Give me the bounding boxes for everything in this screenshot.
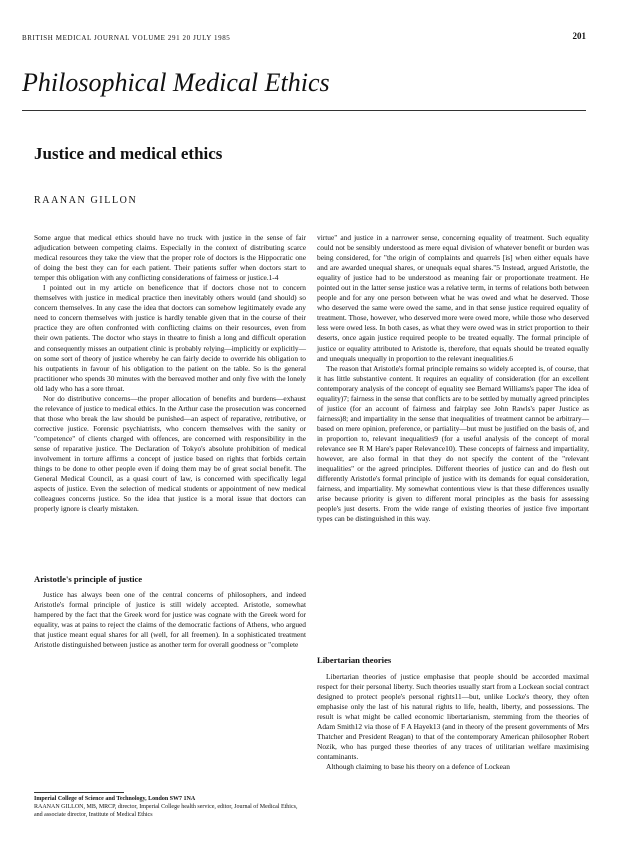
paragraph: virtue" and justice in a narrower sense, concerning equality of treatment. Such equality could not be sensibly understood as mere equal division of whatever benefit or burden was being considered, for "the origin of complaints and quarrels [is] when either equals have and are awarded unequal shares, or unequals equal shares."5 Instead, argued Aristotle, the equality of justice had to be understood as meaning fair or proportionate treatment. He pointed out in the latter sense justice was a relative term, in terms of relations both between people and for any one person between what he was owed and what he deserved. Those who deserved the same were owed the same, and in that sense justice required equality of treatment. Those, however, who deserved more were owed more, while those who deserved less were owed less. In both cases, as what they were owed was in strict proportion to their deserts, once again justice required people to be treated equally. The formal principle of justice or equality attributed to Aristotle is, therefore, that equals should be treated equally and unequals unequally in proportion to the relevant inequalities.6 [317,233,589,363]
page-number: 201 [572,31,586,41]
left-column-continued [34,590,306,650]
footnote-rule [34,792,124,793]
paragraph: Justice has always been one of the central concerns of philosophers, and indeed Aristotle's formal principle of justice is still widely accepted. Aristotle, somewhat hampered by the fact that the Greek word for justice was cognate with the Greek word for equality, was at pains to reject the claims of the democratic factions of Athens, who argued that justice meant equal shares for all (well, for all freemen). In a sophisticated treatment Aristotle distinguished between justice as another term for overall goodness or "complete [34,590,306,650]
subheading-libertarian: Libertarian theories [317,655,392,665]
section-title: Philosophical Medical Ethics [22,68,330,97]
paragraph: Nor do distributive concerns—the proper allocation of benefits and burdens—exhaust the relevance of justice to medical ethics. In the Arthur case the prosecution was concerned that those who break the law should be punished—an aspect of reparative, retributive, or corrective justice. Forensic psychiatrists, who concern themselves with the sanity or "competence" of clients charged with offences, are concerned with responsibility in the sense of reparative justice. The Declaration of Tokyo's absolute prohibition of medical involvement in torture affirms a concept of justice based on rights that forbids certain things to be done to other people even if doing them may be of great social benefit. The General Medical Council, as a quasi court of law, is concerned with specifically legal aspects of justice. Even the selection of medical students or appointment of new medical colleagues concerns justice. So the idea that justice is a moral issue that doctors can properly ignore is clearly mistaken. [34,393,306,514]
paragraph: Some argue that medical ethics should have no truck with justice in the sense of fair adjudication between competing claims. Especially in the context of distributing scarce medical resources they take the view that the proper role of doctors is the Hippocratic one of doing the best they can for each patient. Their patients suffer when doctors start to temper this obligation with any conflicting considerations of fairness or justice.1-4 [34,233,306,283]
section-rule [22,110,586,111]
footnote [34,795,306,819]
footnote-institution: Imperial College of Science and Technology, London SW7 1NA [34,796,196,802]
paragraph: Although claiming to base his theory on a defence of Lockean [326,762,510,772]
left-column [34,233,306,514]
right-column-continued [317,672,589,772]
subheading-aristotle: Aristotle's principle of justice [34,574,143,584]
paragraph: Libertarian theories of justice emphasise that people should be accorded maximal respect for their personal liberty. Such theories usually start from a Lockean social contract designed to protect people's personal rights11—but, unlike Locke's theory, they often emphasise only the last of his natural rights to life, health, liberty, and possessions. The result is what might be called economic libertarianism, stemming from the theories of Adam Smith12 via those of F A Hayek13 (and in theory of the present governments of Mrs Thatcher and President Reagan) to that of the contemporary American philosopher Robert Nozik, who has purged these theories of any traces of utilitarian welfare maximising contaminants. [317,672,589,762]
paragraph: The reason that Aristotle's formal principle remains so widely accepted is, of course, that it has little substantive content. It requires an equality of consideration (for an excellent contemporary analysis of the concept of equality see Bernard Williams's paper The idea of equality)7; fairness in the sense that conflicts are to be settled by mutually agreed principles of justice (for an account of fairness and fairplay see John Rawls's paper Justice as fairness)8; and impartiality in the sense that inequalities of treatment cannot be arbitrary—based on mere opinion, preference, or partiality—but must be justified on the basis of, and in proportion to, relevant inequalities9 (for a useful analysis of the concept of moral relevance see R M Hare's paper Relevance10). These concepts of fairness and impartiality, however, are also formal in that they do not specify the content of the "relevant inequalities" or the agreed principles. Different theories of justice can and do flesh out differently Aristotle's formal principle of justice with its demands for equal consideration, fairness, and impartiality. My somewhat contentious view is that these differences usually arise because priority is given to different moral principles as the basis for assessing people's just deserts. From the wide range of existing theories of justice five important types can be distinguished in this way. [317,363,589,524]
running-head: BRITISH MEDICAL JOURNAL VOLUME 291 20 JULY 1985 [22,34,231,42]
author-name: RAANAN GILLON [34,195,138,206]
footnote-affiliation: RAANAN GILLON, MB, MRCP, director, Imperial College health service, editor, Journal of Medical Ethics, and associate director, Institute of Medical Ethics [34,804,298,818]
right-column [317,233,589,524]
paragraph: I pointed out in my article on beneficence that if doctors chose not to concern themselves with justice in medical practice then inevitably others would (and should) so concern themselves. In any case the idea that doctors can somehow legitimately evade any need to concern themselves with justice is hardly tenable given that in the course of their practice they are often confronted with conflicting claims on their resources, even from their own patients. The doctor who stays in theatre to finish a long and difficult operation and consequently misses an outpatient clinic is probably relying—implicitly or explicitly—on some sort of theory of justice whereby he can fairly decide to override his obligation to his outpatients in favour of his obligation to the patient on the table. So is the general practitioner who spends 30 minutes with the bereaved mother and only five with the lonely old lady who has a sore throat. [34,283,306,393]
article-title: Justice and medical ethics [34,144,223,163]
